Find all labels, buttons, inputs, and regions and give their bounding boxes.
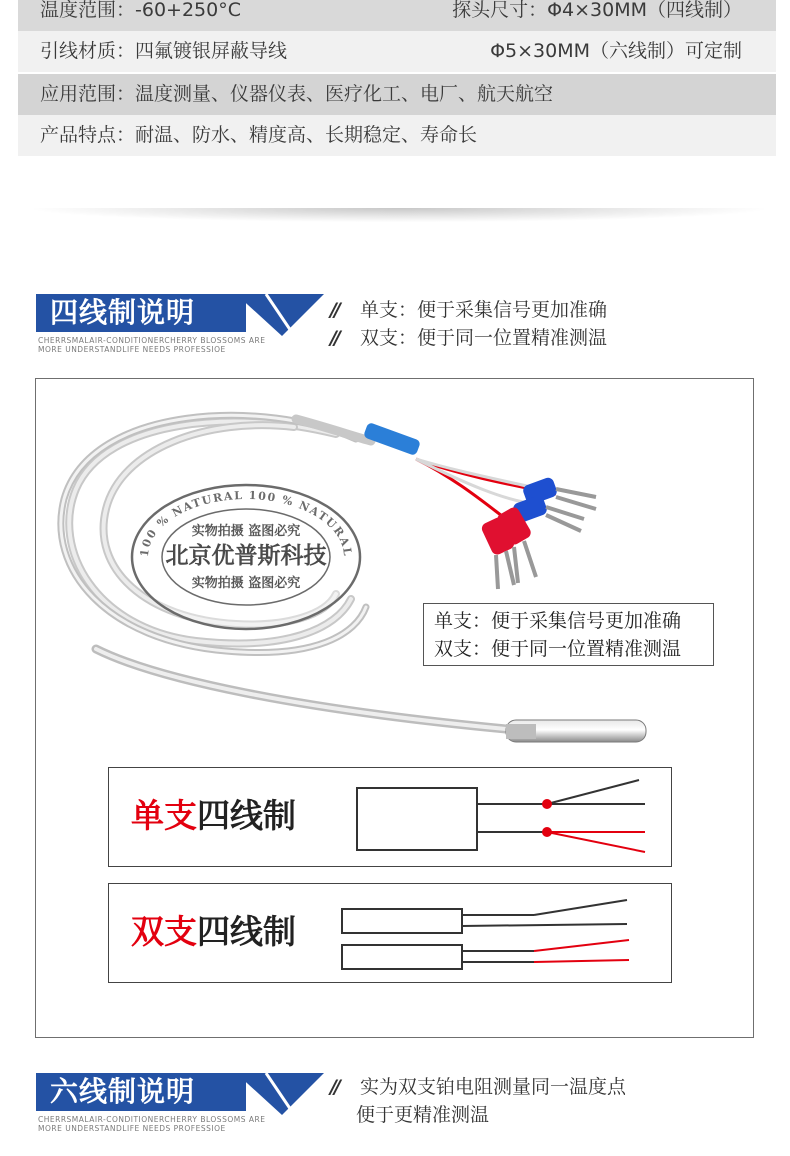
spec-left: 产品特点：耐温、防水、精度高、长期稳定、寿命长 <box>40 124 478 146</box>
wiring-schematic <box>109 884 673 984</box>
callout-line: 单支：便于采集信号更加准确 <box>434 610 682 632</box>
callout-line: 双支：便于同一位置精准测温 <box>434 638 682 660</box>
callout-box <box>423 603 714 666</box>
note-line: 便于更精准测温 <box>356 1104 490 1126</box>
spec-row-temperature <box>18 0 776 31</box>
divider-shadow <box>34 208 764 222</box>
spec-row-features <box>18 115 776 156</box>
double-slash-icon: // <box>330 327 338 349</box>
spec-left: 引线材质：四氟镀银屏蔽导线 <box>40 40 288 62</box>
svg-text:北京优普斯科技: 北京优普斯科技 <box>165 543 327 569</box>
spec-row-application <box>18 74 776 115</box>
header-arrow-icon <box>236 294 326 338</box>
section-header-six-wire <box>36 1073 296 1131</box>
watermark-stamp-icon <box>128 483 364 631</box>
double-slash-icon: // <box>330 299 338 321</box>
diagram-single-four-wire <box>108 767 672 867</box>
diagram-title: 单支四线制 <box>131 796 296 835</box>
metal-probe <box>506 720 646 742</box>
heat-shrink-sleeve <box>363 422 421 456</box>
section-title: 六线制说明 <box>50 1075 196 1108</box>
diagram-double-four-wire <box>108 883 672 983</box>
section-subtitle: CHERRSMALAIR-CONDITIONERCHERRY BLOSSOMS ARE MORE UNDERSTANDLIFE NEEDS PROFESSIOE <box>38 336 266 354</box>
svg-text:实物拍摄 盗图必究: 实物拍摄 盗图必究 <box>191 524 301 539</box>
spec-left: 应用范围：温度测量、仪器仪表、医疗化工、电厂、航天航空 <box>40 83 554 105</box>
spec-row-wire <box>18 31 776 72</box>
double-slash-icon: // <box>330 1076 338 1098</box>
section-header-four-wire <box>36 294 296 352</box>
diagram-title: 双支四线制 <box>131 912 296 951</box>
svg-text:实物拍摄 盗图必究: 实物拍摄 盗图必究 <box>191 576 301 591</box>
four-wire-notes <box>330 296 607 352</box>
note-line: // 双支：便于同一位置精准测温 <box>330 324 607 352</box>
wiring-schematic <box>109 768 673 868</box>
note-line: // 单支：便于采集信号更加准确 <box>330 296 607 324</box>
svg-text:100 % NATURAL 100 % NATURAL: 100 % NATURAL 100 % NATURAL <box>137 488 355 558</box>
note-line: // 实为双支铂电阻测量同一温度点 <box>330 1073 626 1101</box>
spec-right: 探头尺寸：Φ4×30MM（四线制） <box>452 0 742 21</box>
spec-right: Φ5×30MM（六线制）可定制 <box>490 40 742 62</box>
spec-left: 温度范围：-60+250°C <box>40 0 241 21</box>
header-arrow-icon <box>236 1073 326 1117</box>
product-panel <box>35 378 754 1038</box>
section-subtitle: CHERRSMALAIR-CONDITIONERCHERRY BLOSSOMS ARE MORE UNDERSTANDLIFE NEEDS PROFESSIOE <box>38 1115 266 1133</box>
six-wire-notes <box>330 1073 626 1129</box>
section-title: 四线制说明 <box>50 296 196 329</box>
